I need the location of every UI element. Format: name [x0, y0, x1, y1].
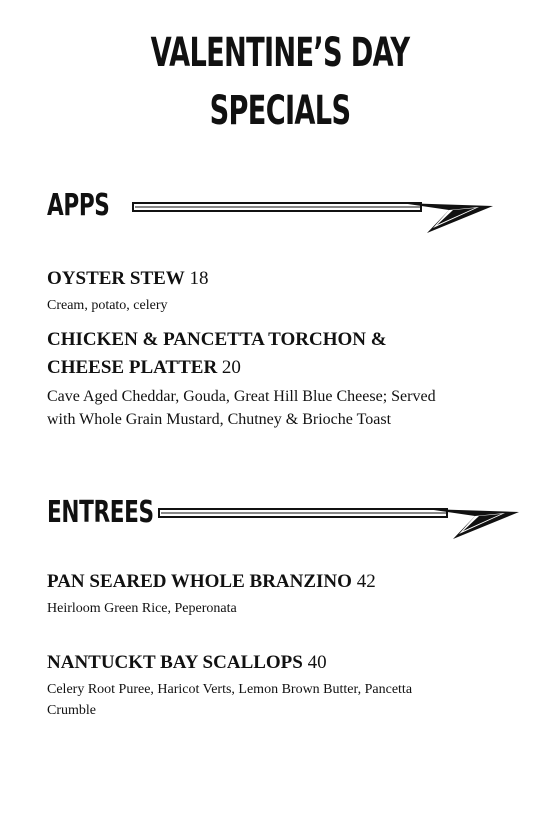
item-description-line-2: with Whole Grain Mustard, Chutney & Brioche Toast: [47, 411, 392, 428]
menu-item-chicken-pancetta-torchon: [47, 327, 517, 353]
item-description-line-1: Cave Aged Cheddar, Gouda, Great Hill Blue Cheese; Served: [47, 388, 436, 405]
menu-item-oyster-stew: [47, 266, 517, 292]
item-price: 18: [189, 268, 209, 289]
section-heading-entrees: ENTREES: [47, 495, 154, 530]
item-price: 40: [307, 652, 327, 673]
page-title-line-2: SPECIALS: [209, 88, 351, 134]
arrow-right-icon: [131, 196, 495, 236]
section-heading-apps: APPS: [47, 188, 110, 223]
menu-item-chicken-pancetta-torchon-cont: [47, 355, 517, 381]
item-name: PAN SEARED WHOLE BRANZINO: [47, 571, 352, 592]
item-name: OYSTER STEW: [47, 268, 185, 289]
item-name-line-2: CHEESE PLATTER: [47, 357, 218, 378]
item-name: NANTUCKT BAY SCALLOPS: [47, 652, 303, 673]
item-description-line-2: Crumble: [47, 703, 96, 718]
item-name-line-1: CHICKEN & PANCETTA TORCHON &: [47, 329, 387, 350]
page-title-line-1: VALENTINE’S DAY: [150, 30, 410, 76]
menu-item-branzino: [47, 569, 517, 595]
menu-item-scallops: [47, 650, 517, 676]
item-price: 42: [356, 571, 376, 592]
item-description-line-1: Celery Root Puree, Haricot Verts, Lemon Brown Butter, Pancetta: [47, 682, 413, 697]
arrow-right-icon: [157, 502, 521, 542]
item-description: Cream, potato, celery: [47, 298, 168, 313]
item-description: Heirloom Green Rice, Peperonata: [47, 601, 237, 616]
item-price: 20: [221, 357, 241, 378]
